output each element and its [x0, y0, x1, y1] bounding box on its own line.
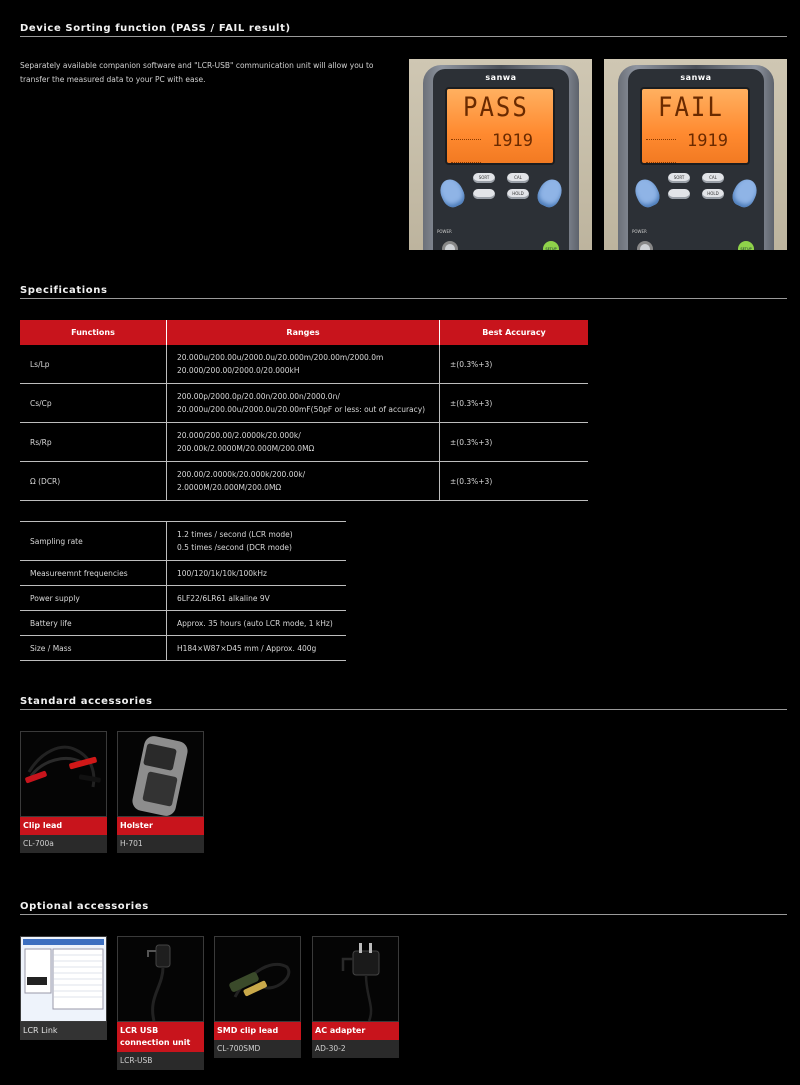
accessory-lcr-link[interactable] — [20, 936, 107, 1040]
device-brand: sanwa — [680, 73, 712, 82]
lcr-link-screenshot — [20, 936, 107, 1022]
lcd-result: PASS — [463, 91, 529, 123]
accuracy-cell: ±(0.3%+3) — [440, 384, 589, 423]
range-line-2: 20.000u/200.00u/2000.0u/20.00mF(50pF or less: out of accuracy) — [177, 405, 426, 414]
cal-button: CAL — [507, 173, 529, 183]
accessory-clip-lead[interactable] — [20, 731, 107, 853]
spec-value-line-1: 1.2 times / second (LCR mode) — [177, 530, 293, 539]
power-button — [637, 241, 653, 250]
table-row — [20, 636, 346, 661]
lcd-indicators — [646, 139, 676, 163]
setup-button: SETUP — [543, 241, 559, 250]
sort-button: SORT — [473, 173, 495, 183]
section-title-standard-accessories: Standard accessories — [20, 696, 787, 710]
function-cell: Ω (DCR) — [20, 462, 167, 501]
hold-button: HOLD — [507, 189, 529, 199]
accessory-ac-adapter[interactable] — [312, 936, 399, 1058]
accessory-name: LCR USB connection unit — [117, 1022, 204, 1052]
hold-button: HOLD — [702, 189, 724, 199]
section-title-optional-accessories: Optional accessories — [20, 901, 787, 915]
light-button — [473, 189, 495, 199]
smd-clip-lead-image — [214, 936, 301, 1022]
device-image-pass — [409, 59, 592, 250]
blue-button-left — [631, 176, 663, 211]
table-row — [20, 384, 588, 423]
accessory-model: CL-700SMD — [214, 1040, 301, 1058]
table-row — [20, 586, 346, 611]
accessory-model: H-701 — [117, 835, 204, 853]
range-line-2: 200.00k/2.0000M/20.000M/200.0MΩ — [177, 444, 315, 453]
accuracy-cell: ±(0.3%+3) — [440, 423, 589, 462]
blue-button-right — [534, 176, 566, 211]
intro-line-2: transfer the measured data to your PC with ease. — [20, 75, 206, 84]
lcd-indicators — [451, 139, 481, 163]
range-cell — [167, 384, 440, 423]
lcd-reading: 1919 — [492, 131, 533, 151]
accessory-lcr-usb[interactable] — [117, 936, 204, 1070]
device-brand: sanwa — [485, 73, 517, 82]
lcd-reading: 1919 — [687, 131, 728, 151]
lcr-usb-image — [117, 936, 204, 1022]
spec-table-header — [20, 320, 588, 345]
accessory-model: CL-700a — [20, 835, 107, 853]
table-row — [20, 423, 588, 462]
range-line-1: 20.000u/200.00u/2000.0u/20.000m/200.00m/2000.0m — [177, 353, 384, 362]
intro-text — [20, 59, 390, 87]
blue-button-right — [729, 176, 761, 211]
ac-adapter-image — [312, 936, 399, 1022]
function-cell: Rs/Rp — [20, 423, 167, 462]
accessory-name: Holster — [117, 817, 204, 835]
range-cell — [167, 462, 440, 501]
header-best-accuracy: Best Accuracy — [440, 320, 589, 345]
spec-table — [20, 320, 588, 501]
power-label: POWER — [632, 229, 647, 234]
lcd-display — [445, 87, 555, 165]
power-button — [442, 241, 458, 250]
spec-value — [167, 522, 347, 561]
power-label: POWER — [437, 229, 452, 234]
accessory-model: AD-30-2 — [312, 1040, 399, 1058]
intro-line-1: Separately available companion software and "LCR-USB" communication unit will allow you to — [20, 61, 374, 70]
accessory-holster[interactable] — [117, 731, 204, 853]
table-row — [20, 522, 346, 561]
section-title-sorting: Device Sorting function (PASS / FAIL result) — [20, 23, 787, 37]
spec-label: Power supply — [20, 586, 167, 611]
blue-button-left — [436, 176, 468, 211]
device-image-fail — [604, 59, 787, 250]
sort-button: SORT — [668, 173, 690, 183]
range-line-1: 200.00p/2000.0p/20.00n/200.00n/2000.0n/ — [177, 392, 340, 401]
spec-label: Sampling rate — [20, 522, 167, 561]
accessory-model: LCR-USB — [117, 1052, 204, 1070]
accuracy-cell: ±(0.3%+3) — [440, 345, 589, 384]
range-line-1: 200.00/2.0000k/20.000k/200.00k/ — [177, 470, 306, 479]
accessory-smd-clip-lead[interactable] — [214, 936, 301, 1058]
accuracy-cell: ±(0.3%+3) — [440, 462, 589, 501]
spec-value: 100/120/1k/10k/100kHz — [167, 561, 347, 586]
function-cell: Cs/Cp — [20, 384, 167, 423]
accessory-name: AC adapter — [312, 1022, 399, 1040]
range-line-2: 2.0000M/20.000M/200.0MΩ — [177, 483, 282, 492]
general-spec-table — [20, 521, 346, 661]
table-row — [20, 561, 346, 586]
range-cell — [167, 345, 440, 384]
light-button — [668, 189, 690, 199]
spec-value: 6LF22/6LR61 alkaline 9V — [167, 586, 347, 611]
spec-value: H184×W87×D45 mm / Approx. 400g — [167, 636, 347, 661]
table-row — [20, 345, 588, 384]
accessory-name: LCR Link — [20, 1022, 107, 1040]
section-title-specifications: Specifications — [20, 285, 787, 299]
accessory-name: Clip lead — [20, 817, 107, 835]
spec-label: Battery life — [20, 611, 167, 636]
cal-button: CAL — [702, 173, 724, 183]
range-cell — [167, 423, 440, 462]
header-functions: Functions — [20, 320, 167, 345]
spec-value-line-2: 0.5 times /second (DCR mode) — [177, 543, 292, 552]
clip-lead-image — [20, 731, 107, 817]
holster-image — [117, 731, 204, 817]
table-row — [20, 462, 588, 501]
accessory-name: SMD clip lead — [214, 1022, 301, 1040]
spec-label: Size / Mass — [20, 636, 167, 661]
lcd-result: FAIL — [658, 91, 724, 123]
header-ranges: Ranges — [167, 320, 440, 345]
setup-button: SETUP — [738, 241, 754, 250]
function-cell: Ls/Lp — [20, 345, 167, 384]
range-line-2: 20.000/200.00/2000.0/20.000kH — [177, 366, 300, 375]
table-row — [20, 611, 346, 636]
lcd-display — [640, 87, 750, 165]
spec-value: Approx. 35 hours (auto LCR mode, 1 kHz) — [167, 611, 347, 636]
spec-label: Measureemnt frequencies — [20, 561, 167, 586]
range-line-1: 20.000/200.00/2.0000k/20.000k/ — [177, 431, 301, 440]
